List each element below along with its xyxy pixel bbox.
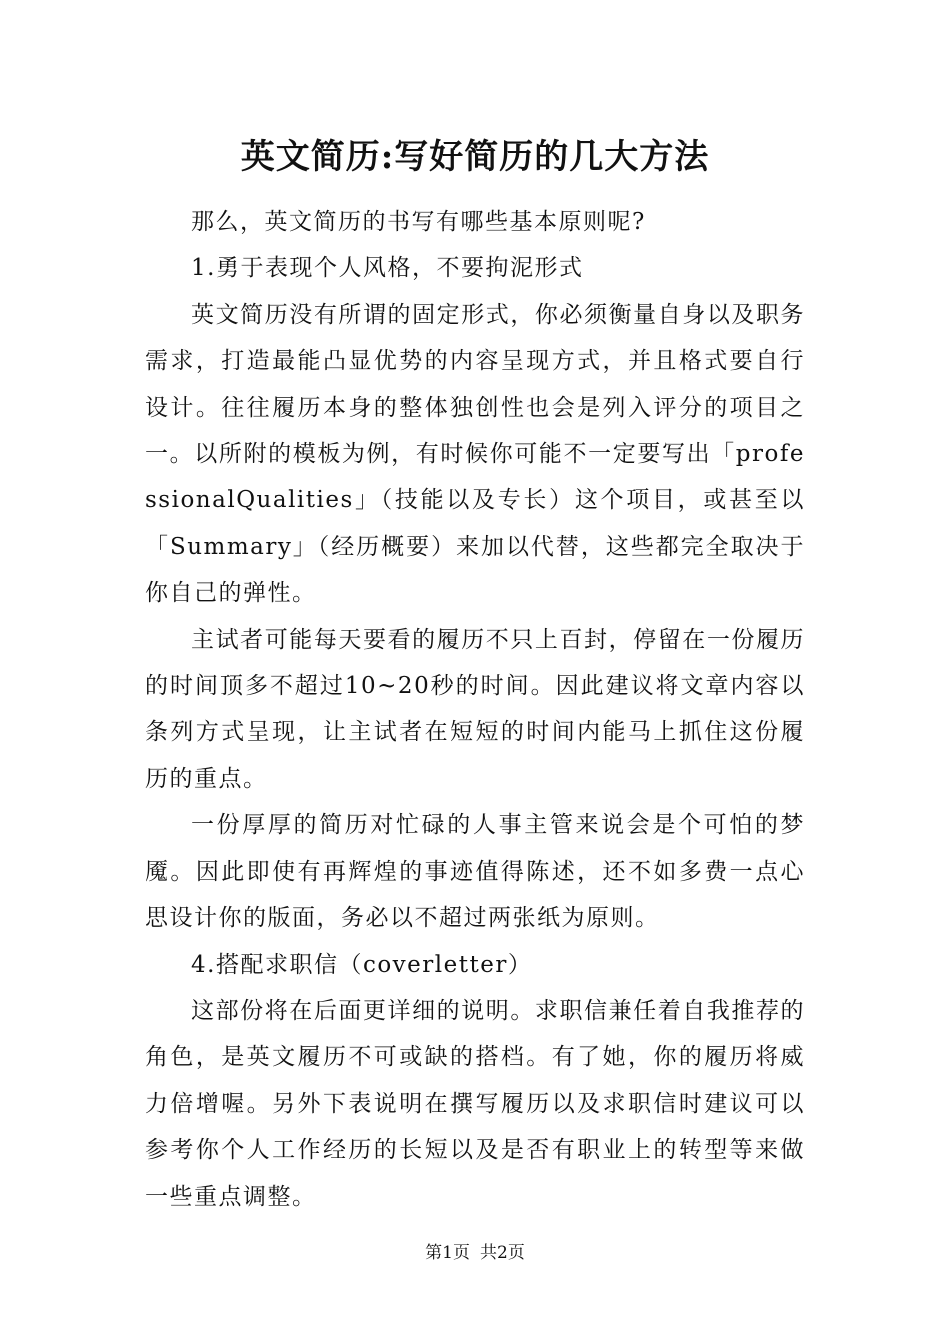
paragraph-reading-time: 主试者可能每天要看的履历不只上百封，停留在一份履历的时间顶多不超过10~20秒的时间。因此建议将文章内容以条列方式呈现，让主试者在短短的时间内能马上抓住这份履历的重点。: [145, 626, 805, 792]
document-title: 英文简历:写好简历的几大方法: [240, 137, 710, 177]
paragraph-intro-question: 那么，英文简历的书写有哪些基本原则呢?: [191, 209, 646, 235]
paragraph-cover-letter: 这部份将在后面更详细的说明。求职信兼任着自我推荐的角色，是英文履历不可或缺的搭档。有了她，你的履历将威力倍增喔。另外下表说明在撰写履历以及求职信时建议可以参考你个人工作经历的长短以及是否有职业上的转型等来做一些重点调整。: [145, 997, 805, 1210]
page-number: 第1页: [425, 1243, 470, 1263]
paragraph-length: 一份厚厚的简历对忙碌的人事主管来说会是个可怕的梦魇。因此即使有再辉煌的事迹值得陈述，还不如多费一点心思设计你的版面，务必以不超过两张纸为原则。: [145, 812, 805, 932]
page-footer: [0, 1241, 950, 1265]
paragraph-format: 英文简历没有所谓的固定形式，你必须衡量自身以及职务需求，打造最能凸显优势的内容呈现方式，并且格式要自行设计。往往履历本身的整体独创性也会是列入评分的项目之一。以所附的模板为例，有时候你可能不一定要写出「professionalQualities」（技能以及专长）这个项目，或甚至以「Summary」（经历概要）来加以代替，这些都完全取决于你自己的弹性。: [145, 301, 805, 607]
page-total: 共2页: [480, 1243, 525, 1263]
section-heading-1: 1.勇于表现个人风格，不要拘泥形式: [191, 255, 584, 282]
document-body: [145, 199, 805, 1220]
section-heading-4: 4.搭配求职信（coverletter）: [191, 951, 533, 978]
